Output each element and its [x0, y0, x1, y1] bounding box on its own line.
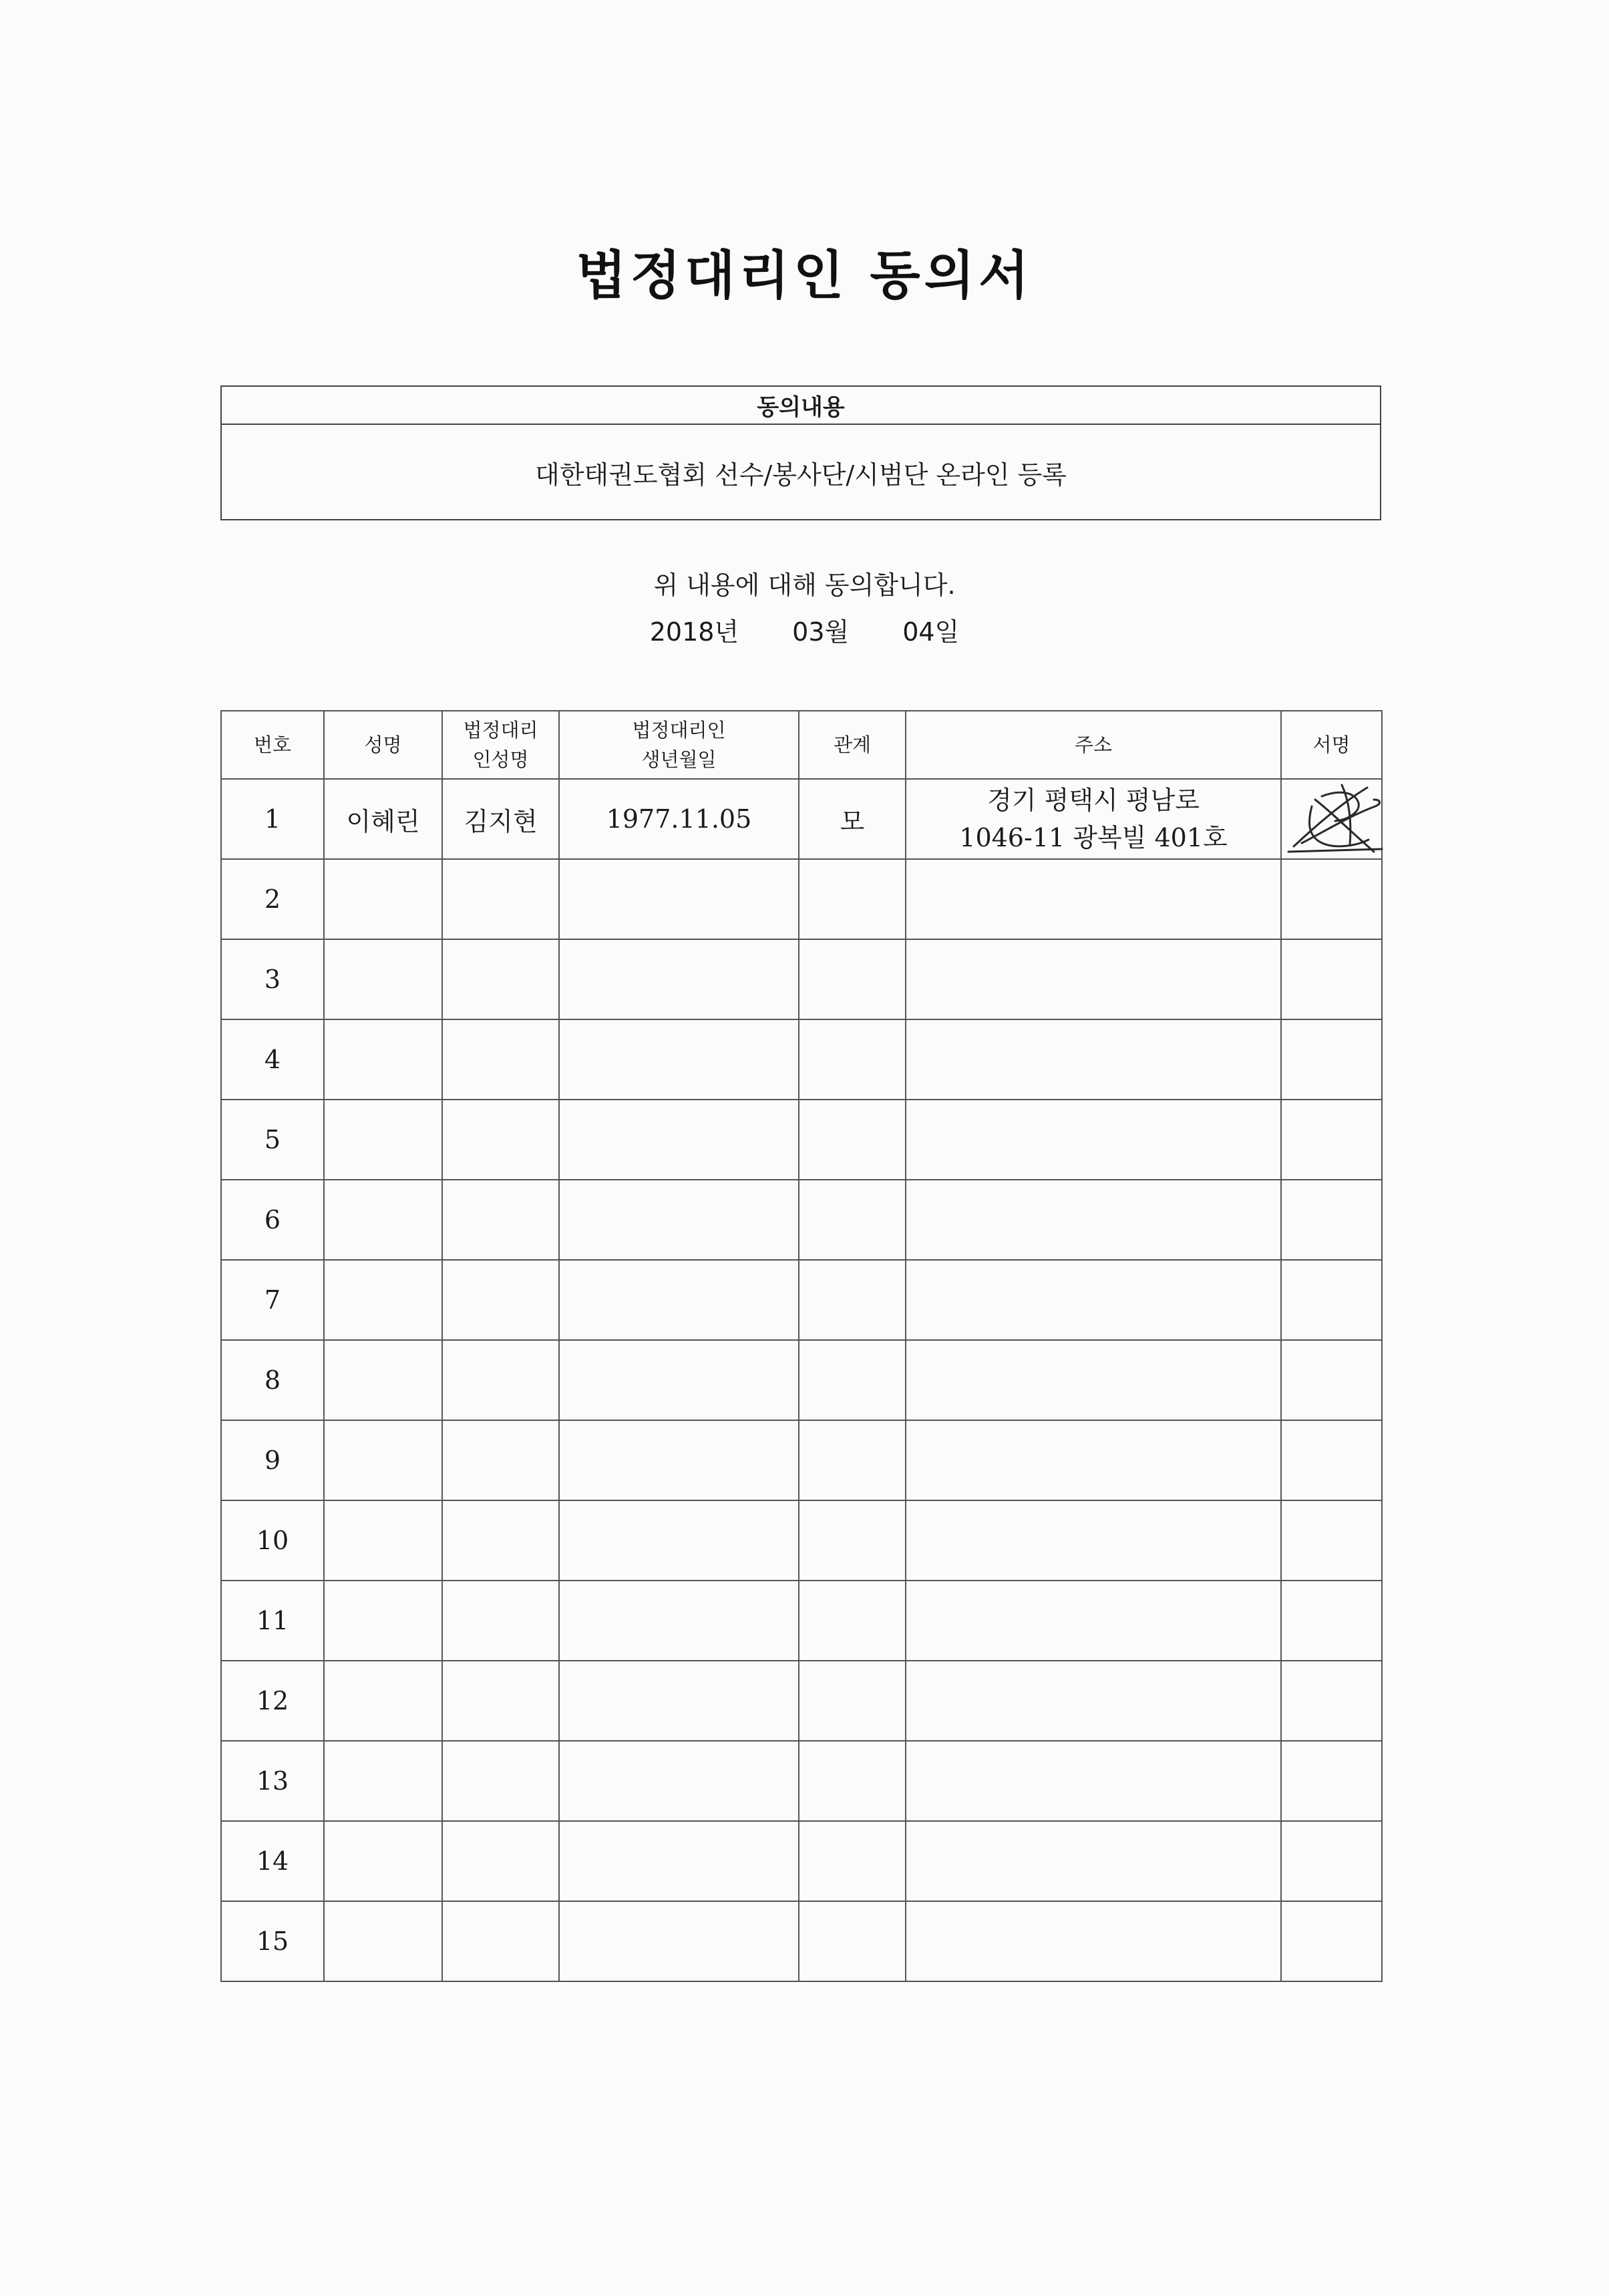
cell-number: 5 [221, 1100, 324, 1180]
cell-guardian-name [442, 939, 559, 1019]
header-guardian-name-line2: 인성명 [472, 748, 529, 771]
cell-number: 11 [221, 1581, 324, 1661]
header-address: 주소 [906, 711, 1281, 779]
cell-guardian-birth [559, 1741, 799, 1821]
cell-guardian-birth [559, 1180, 799, 1260]
header-guardian-birth [559, 711, 799, 779]
table-row [221, 1019, 1382, 1100]
cell-number: 10 [221, 1500, 324, 1581]
cell-address [906, 1901, 1281, 1981]
cell-guardian-name [442, 1180, 559, 1260]
cell-guardian-name [442, 859, 559, 939]
cell-signature [1281, 1019, 1382, 1100]
cell-signature [1281, 1500, 1382, 1581]
cell-signature [1281, 1661, 1382, 1741]
consent-date [0, 611, 1609, 648]
consent-header: 동의내용 [222, 387, 1380, 425]
cell-signature [1281, 859, 1382, 939]
cell-number: 6 [221, 1180, 324, 1260]
cell-guardian-name [442, 1260, 559, 1340]
table-row [221, 1500, 1382, 1581]
cell-guardian-birth [559, 1100, 799, 1180]
cell-address [906, 1581, 1281, 1661]
table-row [221, 1180, 1382, 1260]
cell-guardian-birth [559, 1340, 799, 1420]
cell-address [906, 1180, 1281, 1260]
cell-guardian-birth [559, 1019, 799, 1100]
cell-address [906, 1340, 1281, 1420]
table-row [221, 1420, 1382, 1500]
consent-content: 대한태권도협회 선수/봉사단/시범단 온라인 등록 [534, 460, 1067, 490]
cell-name [324, 1901, 442, 1981]
cell-name [324, 1581, 442, 1661]
page-title: 법정대리인 동의서 [576, 246, 1033, 306]
table-row [221, 1901, 1382, 1981]
cell-address [906, 859, 1281, 939]
cell-signature [1281, 1340, 1382, 1420]
cell-number: 12 [221, 1661, 324, 1741]
table-row [221, 779, 1382, 859]
cell-number: 1 [221, 779, 324, 859]
date-year: 2018년 [649, 617, 739, 647]
cell-relation [799, 1100, 906, 1180]
header-guardian-name-line1: 법정대리 [463, 719, 538, 742]
cell-number: 7 [221, 1260, 324, 1340]
address-line2: 1046-11 광복빌 401호 [959, 823, 1228, 852]
header-number: 번호 [221, 711, 324, 779]
cell-guardian-name [442, 1420, 559, 1500]
cell-name [324, 1500, 442, 1581]
cell-signature [1281, 1100, 1382, 1180]
header-relation: 관계 [799, 711, 906, 779]
cell-signature [1281, 1180, 1382, 1260]
consent-box [220, 385, 1381, 520]
cell-signature [1281, 1821, 1382, 1901]
cell-guardian-birth [559, 1661, 799, 1741]
table-row [221, 1581, 1382, 1661]
table-row [221, 1260, 1382, 1340]
cell-address [906, 1019, 1281, 1100]
table-header-row [221, 711, 1382, 779]
handwritten-signature [1275, 780, 1385, 858]
date-month: 03월 [792, 617, 850, 647]
cell-relation [799, 1741, 906, 1821]
cell-address [906, 1260, 1281, 1340]
cell-name [324, 859, 442, 939]
header-name: 성명 [324, 711, 442, 779]
cell-relation [799, 859, 906, 939]
cell-address [906, 1100, 1281, 1180]
cell-name [324, 1260, 442, 1340]
cell-guardian-birth [559, 939, 799, 1019]
cell-relation [799, 1581, 906, 1661]
cell-guardian-name [442, 1019, 559, 1100]
cell-signature [1281, 1260, 1382, 1340]
cell-guardian-birth: 1977.11.05 [559, 779, 799, 859]
cell-signature [1281, 779, 1382, 859]
header-signature: 서명 [1281, 711, 1382, 779]
cell-relation [799, 1420, 906, 1500]
header-guardian-name [442, 711, 559, 779]
cell-relation [799, 1500, 906, 1581]
address-line1: 경기 평택시 평남로 [987, 786, 1200, 815]
table-row [221, 1661, 1382, 1741]
cell-signature [1281, 939, 1382, 1019]
cell-number: 15 [221, 1901, 324, 1981]
cell-number: 2 [221, 859, 324, 939]
cell-address [906, 1500, 1281, 1581]
cell-address [906, 779, 1281, 859]
cell-signature [1281, 1741, 1382, 1821]
cell-address [906, 939, 1281, 1019]
guardian-table [220, 710, 1383, 1982]
cell-guardian-name [442, 1901, 559, 1981]
cell-number: 14 [221, 1821, 324, 1901]
cell-guardian-birth [559, 1581, 799, 1661]
cell-name [324, 1420, 442, 1500]
cell-relation [799, 1180, 906, 1260]
cell-guardian-name [442, 1100, 559, 1180]
cell-guardian-birth [559, 1901, 799, 1981]
cell-name [324, 1180, 442, 1260]
cell-name [324, 1821, 442, 1901]
cell-relation [799, 939, 906, 1019]
cell-signature [1281, 1901, 1382, 1981]
cell-guardian-birth [559, 859, 799, 939]
cell-guardian-name [442, 1340, 559, 1420]
cell-name [324, 1661, 442, 1741]
table-row [221, 1340, 1382, 1420]
header-guardian-birth-line2: 생년월일 [641, 748, 717, 771]
table-row [221, 1741, 1382, 1821]
cell-address [906, 1821, 1281, 1901]
cell-number: 9 [221, 1420, 324, 1500]
cell-address [906, 1420, 1281, 1500]
table-row [221, 1100, 1382, 1180]
cell-guardian-birth [559, 1821, 799, 1901]
cell-guardian-name [442, 1500, 559, 1581]
cell-name [324, 1100, 442, 1180]
table-row [221, 859, 1382, 939]
cell-relation: 모 [799, 779, 906, 859]
cell-guardian-name [442, 1741, 559, 1821]
cell-guardian-name [442, 1821, 559, 1901]
cell-guardian-name [442, 1661, 559, 1741]
cell-guardian-birth [559, 1260, 799, 1340]
cell-name [324, 1340, 442, 1420]
cell-guardian-name: 김지현 [442, 779, 559, 859]
cell-number: 13 [221, 1741, 324, 1821]
table-row [221, 939, 1382, 1019]
cell-number: 8 [221, 1340, 324, 1420]
cell-guardian-name [442, 1581, 559, 1661]
cell-signature [1281, 1581, 1382, 1661]
cell-name [324, 1741, 442, 1821]
cell-guardian-birth [559, 1500, 799, 1581]
header-guardian-birth-line1: 법정대리인 [632, 719, 726, 742]
cell-relation [799, 1821, 906, 1901]
agreement-text: 위 내용에 대해 동의합니다. [653, 570, 956, 600]
cell-number: 4 [221, 1019, 324, 1100]
cell-signature [1281, 1420, 1382, 1500]
cell-name [324, 939, 442, 1019]
cell-guardian-birth [559, 1420, 799, 1500]
cell-relation [799, 1260, 906, 1340]
cell-address [906, 1661, 1281, 1741]
cell-relation [799, 1661, 906, 1741]
cell-relation [799, 1901, 906, 1981]
cell-relation [799, 1019, 906, 1100]
cell-address [906, 1741, 1281, 1821]
table-row [221, 1821, 1382, 1901]
cell-relation [799, 1340, 906, 1420]
cell-number: 3 [221, 939, 324, 1019]
cell-name: 이혜린 [324, 779, 442, 859]
cell-name [324, 1019, 442, 1100]
date-day: 04일 [902, 617, 960, 647]
